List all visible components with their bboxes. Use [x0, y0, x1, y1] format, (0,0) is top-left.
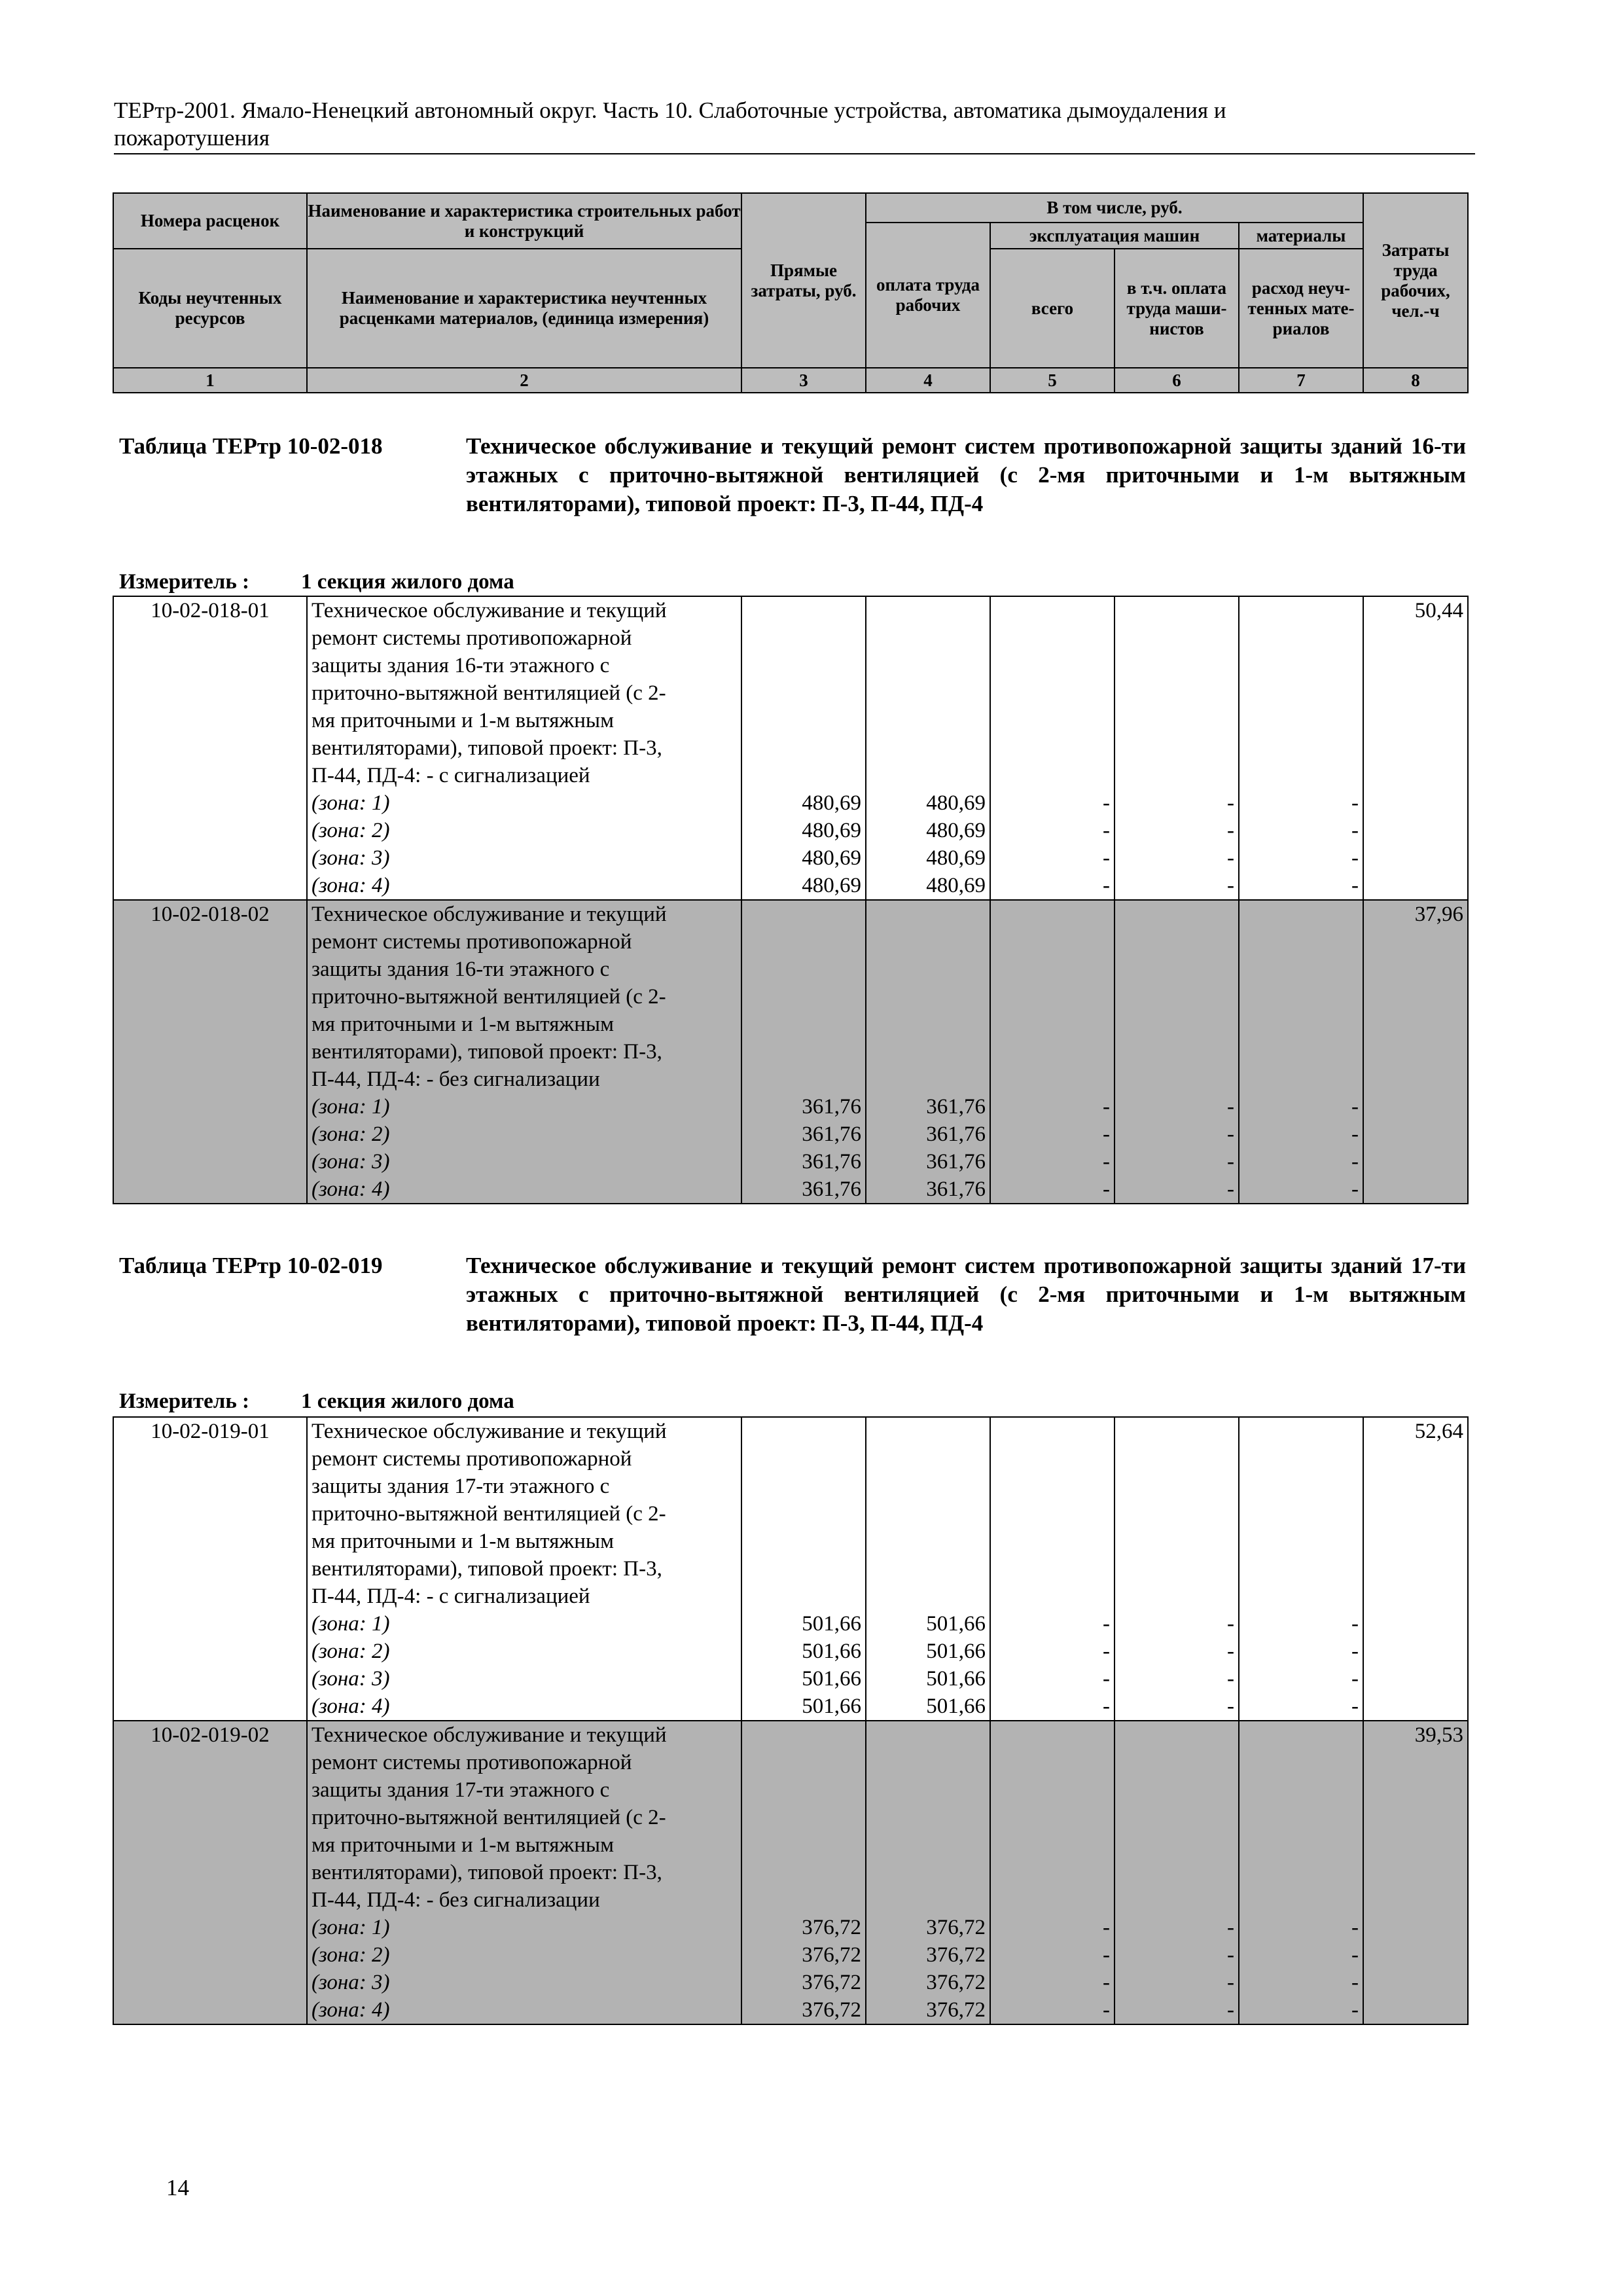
hdr-machines: эксплуатация машин: [990, 223, 1239, 249]
zone-label: (зона: 2): [312, 819, 390, 842]
table-description: Техническое обслуживание и текущий ремонт систем противопожарной защиты зданий 16-ти этажных с приточно-вытяжной вентиляцией (с 2-мя приточными и 1-м вытяжным вентиляторами), типовой проект: П-3, П-44, ПД-4: [466, 433, 1466, 516]
zone-label: (зона: 3): [312, 1667, 390, 1691]
hdr-rates-no: Номера расценок: [113, 193, 307, 249]
measure-019: [119, 1388, 514, 1414]
rate-code: 10-02-019-01: [113, 1417, 307, 1721]
materials-use: - - - -: [1239, 596, 1363, 900]
col-number: 2: [307, 368, 741, 393]
zone-label: (зона: 2): [312, 1943, 390, 1967]
materials-use: - - - -: [1239, 1417, 1363, 1721]
measure-value: 1 секция жилого дома: [301, 570, 514, 594]
wages: 480,69 480,69 480,69 480,69: [866, 596, 990, 900]
hdr-machines-total: всего: [990, 249, 1115, 368]
rate-description: Техническое обслуживание и текущий ремонт системы противопожарной защиты здания 17-ти этажного с приточно-вытяжной вентиляцией (с 2- мя приточными и 1-м вытяжным вентиляторами), типовой проект: П-3, П-44, ПД-4: - с сигнализацией (зона: 1) (зона: 2) (зона: 3) (зона: 4): [307, 1417, 741, 1721]
col-number: 6: [1115, 368, 1239, 393]
page-header: [114, 97, 1475, 154]
labor-costs: 52,64: [1363, 1417, 1468, 1721]
column-header-table: [113, 192, 1469, 393]
table-row: [113, 900, 1468, 1204]
rate-code: 10-02-018-01: [113, 596, 307, 900]
table-row: [113, 596, 1468, 900]
hdr-machinist-wages: в т.ч. оплата труда маши-нистов: [1115, 249, 1239, 368]
hdr-work-name: Наименование и характеристика строительных работ и конструкций: [307, 193, 741, 249]
zone-label: (зона: 1): [312, 1612, 390, 1636]
table-code: Таблица ТЕРтр 10-02-019: [119, 1253, 383, 1278]
materials-use: - - - -: [1239, 1721, 1363, 2024]
measure-label: Измеритель :: [119, 1390, 250, 1413]
machines-total: - - - -: [990, 1417, 1115, 1721]
col-number: 8: [1363, 368, 1468, 393]
header-line-1: ТЕРтр-2001. Ямало-Ненецкий автономный округ. Часть 10. Слаботочные устройства, автоматика дымоудаления и: [114, 98, 1226, 123]
col-number: 4: [866, 368, 990, 393]
header-line-2: пожаротушения: [114, 125, 270, 151]
measure-value: 1 секция жилого дома: [301, 1390, 514, 1413]
wages: 361,76 361,76 361,76 361,76: [866, 900, 990, 1204]
labor-costs: 39,53: [1363, 1721, 1468, 2024]
machinist-wages: - - - -: [1115, 900, 1239, 1204]
table-code: Таблица ТЕРтр 10-02-018: [119, 433, 383, 459]
measure-label: Измеритель :: [119, 570, 250, 594]
hdr-labor-costs: Затраты труда рабочих, чел.-ч: [1363, 193, 1468, 368]
wages: 376,72 376,72 376,72 376,72: [866, 1721, 990, 2024]
machines-total: - - - -: [990, 900, 1115, 1204]
zone-label: (зона: 1): [312, 1095, 390, 1119]
machinist-wages: - - - -: [1115, 596, 1239, 900]
rates-table-018: [113, 596, 1469, 1204]
zone-label: (зона: 3): [312, 1150, 390, 1174]
machines-total: - - - -: [990, 1721, 1115, 2024]
rate-code: 10-02-019-02: [113, 1721, 307, 2024]
hdr-materials: материалы: [1239, 223, 1363, 249]
materials-use: - - - -: [1239, 900, 1363, 1204]
zone-label: (зона: 4): [312, 1695, 390, 1718]
hdr-resource-name: Наименование и характеристика неучтенных расценками материалов, (единица измерения): [307, 249, 741, 368]
zone-label: (зона: 1): [312, 1916, 390, 1939]
hdr-direct-costs: Прямые затраты, руб.: [741, 193, 866, 368]
labor-costs: 37,96: [1363, 900, 1468, 1204]
rate-description: Техническое обслуживание и текущий ремонт системы противопожарной защиты здания 17-ти этажного с приточно-вытяжной вентиляцией (с 2- мя приточными и 1-м вытяжным вентиляторами), типовой проект: П-3, П-44, ПД-4: - без сигнализации (зона: 1) (зона: 2) (зона: 3) (зона: 4): [307, 1721, 741, 2024]
table-row: [113, 1417, 1468, 1721]
rates-table-019: [113, 1416, 1469, 2025]
hdr-wages: оплата труда рабочих: [866, 223, 990, 368]
zone-label: (зона: 1): [312, 791, 390, 815]
zone-label: (зона: 2): [312, 1640, 390, 1663]
zone-label: (зона: 3): [312, 1971, 390, 1994]
wages: 501,66 501,66 501,66 501,66: [866, 1417, 990, 1721]
zone-label: (зона: 2): [312, 1122, 390, 1146]
hdr-materials-use: расход неуч-тенных мате-риалов: [1239, 249, 1363, 368]
rate-description: Техническое обслуживание и текущий ремонт системы противопожарной защиты здания 16-ти этажного с приточно-вытяжной вентиляцией (с 2- мя приточными и 1-м вытяжным вентиляторами), типовой проект: П-3, П-44, ПД-4: - с сигнализацией (зона: 1) (зона: 2) (зона: 3) (зона: 4): [307, 596, 741, 900]
hdr-in-total: В том числе, руб.: [866, 193, 1363, 223]
direct-costs: 376,72 376,72 376,72 376,72: [741, 1721, 866, 2024]
measure-018: [119, 569, 514, 595]
zone-label: (зона: 4): [312, 1998, 390, 2022]
page-number: 14: [166, 2175, 189, 2200]
machinist-wages: - - - -: [1115, 1417, 1239, 1721]
direct-costs: 501,66 501,66 501,66 501,66: [741, 1417, 866, 1721]
table-row: [113, 1721, 1468, 2024]
col-number: 7: [1239, 368, 1363, 393]
col-number: 5: [990, 368, 1115, 393]
zone-label: (зона: 3): [312, 846, 390, 870]
machines-total: - - - -: [990, 596, 1115, 900]
rate-description: Техническое обслуживание и текущий ремонт системы противопожарной защиты здания 16-ти этажного с приточно-вытяжной вентиляцией (с 2- мя приточными и 1-м вытяжным вентиляторами), типовой проект: П-3, П-44, ПД-4: - без сигнализации (зона: 1) (зона: 2) (зона: 3) (зона: 4): [307, 900, 741, 1204]
direct-costs: 361,76 361,76 361,76 361,76: [741, 900, 866, 1204]
zone-label: (зона: 4): [312, 1177, 390, 1201]
zone-label: (зона: 4): [312, 874, 390, 897]
direct-costs: 480,69 480,69 480,69 480,69: [741, 596, 866, 900]
labor-costs: 50,44: [1363, 596, 1468, 900]
machinist-wages: - - - -: [1115, 1721, 1239, 2024]
rate-code: 10-02-018-02: [113, 900, 307, 1204]
col-number: 1: [113, 368, 307, 393]
col-number: 3: [741, 368, 866, 393]
hdr-codes: Коды неучтенных ресурсов: [113, 249, 307, 368]
table-description: Техническое обслуживание и текущий ремонт систем противопожарной защиты зданий 17-ти этажных с приточно-вытяжной вентиляцией (с 2-мя приточными и 1-м вытяжным вентиляторами), типовой проект: П-3, П-44, ПД-4: [466, 1253, 1466, 1336]
